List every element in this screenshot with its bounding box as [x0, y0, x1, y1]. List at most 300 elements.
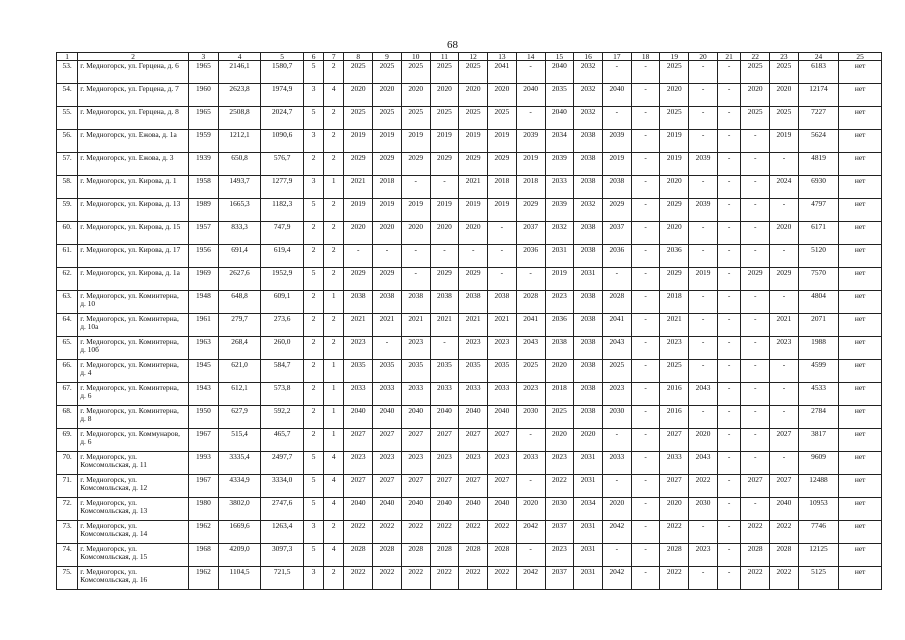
- table-cell: 2027: [660, 475, 689, 498]
- table-cell: 1104,5: [218, 567, 261, 590]
- table-cell: 2019: [660, 130, 689, 153]
- table-cell: -: [602, 107, 631, 130]
- table-row: [57, 383, 882, 406]
- column-header-cell: 23: [770, 53, 799, 61]
- housing-repair-table: [56, 52, 882, 590]
- table-cell: нет: [839, 406, 882, 429]
- table-row: [57, 360, 882, 383]
- table-row: [57, 452, 882, 475]
- table-cell: 2028: [741, 544, 770, 567]
- table-cell: 2021: [373, 314, 402, 337]
- table-cell: 619,4: [261, 245, 304, 268]
- address-cell: г. Медногорск, ул. Герцена, д. 8: [78, 107, 189, 130]
- row-number-cell: 57.: [57, 153, 78, 176]
- column-header-cell: 17: [602, 53, 631, 61]
- table-cell: 2020: [770, 84, 799, 107]
- table-cell: 2036: [660, 245, 689, 268]
- table-cell: -: [770, 245, 799, 268]
- table-cell: -: [717, 567, 740, 590]
- table-cell: -: [631, 567, 660, 590]
- table-row: [57, 130, 882, 153]
- table-cell: 2020: [401, 84, 430, 107]
- table-cell: 5: [303, 544, 323, 567]
- table-cell: 2040: [545, 61, 574, 84]
- table-cell: 2029: [459, 153, 488, 176]
- table-cell: 4819: [798, 153, 838, 176]
- table-cell: -: [631, 521, 660, 544]
- table-cell: -: [631, 314, 660, 337]
- table-row: [57, 475, 882, 498]
- table-cell: 2033: [459, 383, 488, 406]
- table-cell: 2029: [401, 153, 430, 176]
- table-cell: -: [717, 130, 740, 153]
- table-cell: -: [717, 452, 740, 475]
- table-cell: 3097,3: [261, 544, 304, 567]
- table-cell: 2022: [660, 567, 689, 590]
- table-cell: 12488: [798, 475, 838, 498]
- table-cell: 4: [324, 84, 344, 107]
- table-cell: 1962: [188, 567, 218, 590]
- table-cell: -: [689, 360, 718, 383]
- table-cell: 2028: [516, 291, 545, 314]
- table-row: [57, 245, 882, 268]
- table-cell: 2627,6: [218, 268, 261, 291]
- table-cell: 2: [303, 337, 323, 360]
- column-header-cell: 20: [689, 53, 718, 61]
- table-cell: 2027: [770, 429, 799, 452]
- table-cell: 2025: [545, 406, 574, 429]
- table-cell: 1968: [188, 544, 218, 567]
- table-cell: 2040: [545, 107, 574, 130]
- table-cell: 2033: [430, 383, 459, 406]
- table-cell: 2040: [373, 498, 402, 521]
- table-cell: 2019: [488, 130, 517, 153]
- table-cell: 1962: [188, 521, 218, 544]
- table-cell: -: [689, 84, 718, 107]
- table-cell: 2029: [430, 268, 459, 291]
- table-cell: 2032: [574, 107, 603, 130]
- table-cell: 2022: [344, 567, 373, 590]
- table-cell: 2023: [602, 383, 631, 406]
- table-cell: 2027: [401, 475, 430, 498]
- row-number-cell: 54.: [57, 84, 78, 107]
- table-cell: 2021: [344, 176, 373, 199]
- address-cell: г. Медногорск, ул. Комсомольская, д. 11: [78, 452, 189, 475]
- table-cell: 2025: [516, 360, 545, 383]
- table-cell: 515,4: [218, 429, 261, 452]
- table-cell: 2040: [488, 498, 517, 521]
- table-cell: -: [631, 452, 660, 475]
- table-cell: -: [631, 61, 660, 84]
- table-cell: 2040: [401, 498, 430, 521]
- table-cell: -: [373, 245, 402, 268]
- table-cell: 627,9: [218, 406, 261, 429]
- row-number-cell: 61.: [57, 245, 78, 268]
- column-header-cell: 3: [188, 53, 218, 61]
- table-cell: 2020: [459, 84, 488, 107]
- table-cell: -: [602, 268, 631, 291]
- table-cell: 2037: [545, 521, 574, 544]
- row-number-cell: 72.: [57, 498, 78, 521]
- table-cell: -: [689, 567, 718, 590]
- table-cell: -: [516, 61, 545, 84]
- table-cell: нет: [839, 337, 882, 360]
- table-cell: 273,6: [261, 314, 304, 337]
- table-cell: 2: [324, 107, 344, 130]
- table-cell: -: [770, 383, 799, 406]
- table-row: [57, 337, 882, 360]
- table-cell: -: [717, 222, 740, 245]
- table-cell: 2025: [430, 61, 459, 84]
- table-cell: -: [516, 475, 545, 498]
- table-cell: 1961: [188, 314, 218, 337]
- table-cell: 2022: [459, 521, 488, 544]
- column-header-cell: 25: [839, 53, 882, 61]
- table-cell: 2038: [574, 360, 603, 383]
- table-cell: -: [602, 544, 631, 567]
- table-row: [57, 61, 882, 84]
- table-cell: нет: [839, 544, 882, 567]
- table-cell: 2027: [741, 475, 770, 498]
- table-cell: 2029: [488, 153, 517, 176]
- table-cell: 465,7: [261, 429, 304, 452]
- column-header-cell: 12: [459, 53, 488, 61]
- table-cell: 1956: [188, 245, 218, 268]
- table-cell: -: [770, 291, 799, 314]
- table-cell: 2035: [459, 360, 488, 383]
- table-cell: 2023: [660, 337, 689, 360]
- table-cell: 1665,3: [218, 199, 261, 222]
- table-cell: 2020: [660, 222, 689, 245]
- table-cell: 2035: [373, 360, 402, 383]
- table-cell: 2019: [459, 130, 488, 153]
- table-cell: 1950: [188, 406, 218, 429]
- table-cell: нет: [839, 268, 882, 291]
- table-cell: 2: [324, 567, 344, 590]
- table-cell: -: [631, 337, 660, 360]
- table-cell: 2043: [689, 452, 718, 475]
- table-cell: 2033: [660, 452, 689, 475]
- table-cell: 2039: [602, 130, 631, 153]
- table-row: [57, 222, 882, 245]
- table-cell: -: [717, 314, 740, 337]
- table-cell: 747,9: [261, 222, 304, 245]
- table-cell: 2023: [545, 544, 574, 567]
- table-cell: 2028: [373, 544, 402, 567]
- table-row: [57, 176, 882, 199]
- table-cell: 1993: [188, 452, 218, 475]
- address-cell: г. Медногорск, ул. Коминтерна, д. 8: [78, 406, 189, 429]
- table-cell: -: [689, 314, 718, 337]
- table-cell: 2029: [373, 268, 402, 291]
- table-cell: 12125: [798, 544, 838, 567]
- table-cell: 2021: [430, 314, 459, 337]
- table-cell: 2025: [373, 61, 402, 84]
- table-body: [57, 53, 882, 590]
- address-cell: г. Медногорск, ул. Коминтерна, д. 10а: [78, 314, 189, 337]
- table-cell: 2040: [459, 498, 488, 521]
- table-cell: -: [717, 429, 740, 452]
- table-cell: 2035: [488, 360, 517, 383]
- table-cell: 2022: [741, 521, 770, 544]
- table-cell: -: [516, 268, 545, 291]
- table-cell: 2028: [401, 544, 430, 567]
- table-cell: 2020: [770, 222, 799, 245]
- table-cell: -: [401, 176, 430, 199]
- table-cell: 2040: [430, 406, 459, 429]
- table-cell: нет: [839, 245, 882, 268]
- table-cell: 2497,7: [261, 452, 304, 475]
- table-cell: 2023: [401, 452, 430, 475]
- table-cell: -: [689, 406, 718, 429]
- table-cell: -: [631, 429, 660, 452]
- table-cell: 2018: [373, 176, 402, 199]
- table-cell: 2019: [770, 130, 799, 153]
- table-cell: -: [741, 176, 770, 199]
- table-cell: 2020: [602, 498, 631, 521]
- table-cell: нет: [839, 153, 882, 176]
- table-cell: 3334,0: [261, 475, 304, 498]
- address-cell: г. Медногорск, ул. Комсомольская, д. 16: [78, 567, 189, 590]
- table-cell: 2023: [545, 452, 574, 475]
- table-cell: 833,3: [218, 222, 261, 245]
- table-cell: 2031: [574, 452, 603, 475]
- table-cell: 2036: [545, 314, 574, 337]
- table-cell: 2027: [770, 475, 799, 498]
- table-cell: 2029: [459, 268, 488, 291]
- table-cell: 2034: [574, 498, 603, 521]
- table-cell: 3802,0: [218, 498, 261, 521]
- table-cell: -: [741, 498, 770, 521]
- table-cell: 2020: [545, 360, 574, 383]
- table-cell: 2038: [574, 291, 603, 314]
- table-cell: нет: [839, 383, 882, 406]
- table-cell: 2020: [660, 498, 689, 521]
- table-cell: 2025: [373, 107, 402, 130]
- table-cell: 2025: [741, 61, 770, 84]
- table-cell: -: [689, 222, 718, 245]
- table-cell: 2020: [373, 222, 402, 245]
- row-number-cell: 53.: [57, 61, 78, 84]
- table-cell: 2022: [488, 521, 517, 544]
- table-cell: 2025: [459, 61, 488, 84]
- table-cell: 7570: [798, 268, 838, 291]
- table-cell: -: [631, 153, 660, 176]
- table-cell: 2038: [459, 291, 488, 314]
- table-cell: 2019: [344, 130, 373, 153]
- table-cell: -: [516, 544, 545, 567]
- table-cell: 2035: [401, 360, 430, 383]
- table-cell: 2025: [660, 360, 689, 383]
- table-cell: 1989: [188, 199, 218, 222]
- table-cell: 2019: [660, 153, 689, 176]
- table-cell: 2027: [373, 475, 402, 498]
- table-cell: -: [741, 406, 770, 429]
- table-cell: нет: [839, 429, 882, 452]
- table-cell: 2031: [574, 268, 603, 291]
- table-cell: 2023: [488, 452, 517, 475]
- table-cell: 1263,4: [261, 521, 304, 544]
- table-row: [57, 544, 882, 567]
- table-cell: -: [717, 337, 740, 360]
- table-cell: -: [401, 245, 430, 268]
- table-cell: -: [689, 130, 718, 153]
- table-cell: 2038: [574, 383, 603, 406]
- table-cell: 2042: [516, 567, 545, 590]
- table-cell: 3: [303, 176, 323, 199]
- table-cell: -: [717, 291, 740, 314]
- table-cell: 2071: [798, 314, 838, 337]
- table-cell: 2038: [574, 314, 603, 337]
- table-cell: 2028: [770, 544, 799, 567]
- table-cell: 2029: [660, 268, 689, 291]
- column-header-cell: 1: [57, 53, 78, 61]
- table-cell: -: [689, 337, 718, 360]
- column-header-cell: 21: [717, 53, 740, 61]
- table-cell: 2020: [430, 84, 459, 107]
- table-cell: 2040: [373, 406, 402, 429]
- table-cell: 260,0: [261, 337, 304, 360]
- table-cell: 2039: [545, 199, 574, 222]
- address-cell: г. Медногорск, ул. Герцена, д. 7: [78, 84, 189, 107]
- table-cell: -: [631, 268, 660, 291]
- column-header-cell: 14: [516, 53, 545, 61]
- table-cell: 2033: [545, 176, 574, 199]
- address-cell: г. Медногорск, ул. Герцена, д. 6: [78, 61, 189, 84]
- table-cell: -: [631, 130, 660, 153]
- table-cell: -: [689, 61, 718, 84]
- table-cell: 2031: [545, 245, 574, 268]
- table-row: [57, 199, 882, 222]
- address-cell: г. Медногорск, ул. Коминтерна, д. 4: [78, 360, 189, 383]
- table-cell: 2022: [373, 521, 402, 544]
- table-cell: 2032: [545, 222, 574, 245]
- table-cell: 2022: [373, 567, 402, 590]
- table-cell: 2146,1: [218, 61, 261, 84]
- table-cell: 7227: [798, 107, 838, 130]
- table-cell: 2031: [574, 521, 603, 544]
- table-cell: 3: [303, 130, 323, 153]
- table-cell: 2038: [574, 130, 603, 153]
- address-cell: г. Медногорск, ул. Коммунаров, д. 6: [78, 429, 189, 452]
- table-cell: 2032: [574, 84, 603, 107]
- table-cell: 2039: [516, 130, 545, 153]
- table-cell: нет: [839, 291, 882, 314]
- table-cell: нет: [839, 521, 882, 544]
- table-cell: 4: [324, 498, 344, 521]
- address-cell: г. Медногорск, ул. Кирова, д. 1: [78, 176, 189, 199]
- column-header-cell: 4: [218, 53, 261, 61]
- table-cell: 2: [324, 130, 344, 153]
- table-cell: 2041: [602, 314, 631, 337]
- table-cell: -: [741, 222, 770, 245]
- table-cell: 2: [303, 291, 323, 314]
- table-cell: 2021: [344, 314, 373, 337]
- table-cell: 2035: [344, 360, 373, 383]
- address-cell: г. Медногорск, ул. Кирова, д. 13: [78, 199, 189, 222]
- table-cell: 2032: [574, 61, 603, 84]
- table-cell: 2038: [574, 176, 603, 199]
- table-cell: -: [741, 337, 770, 360]
- table-cell: 2029: [770, 268, 799, 291]
- table-cell: 3: [303, 521, 323, 544]
- table-cell: -: [689, 176, 718, 199]
- table-cell: 1493,7: [218, 176, 261, 199]
- table-cell: -: [488, 222, 517, 245]
- row-number-cell: 73.: [57, 521, 78, 544]
- table-cell: 2: [324, 521, 344, 544]
- row-number-cell: 70.: [57, 452, 78, 475]
- table-cell: -: [430, 337, 459, 360]
- table-cell: 4334,9: [218, 475, 261, 498]
- table-cell: 1: [324, 429, 344, 452]
- table-cell: 2029: [602, 199, 631, 222]
- table-cell: -: [717, 521, 740, 544]
- table-cell: 2: [303, 429, 323, 452]
- table-cell: 612,1: [218, 383, 261, 406]
- column-header-cell: 10: [401, 53, 430, 61]
- table-cell: 5: [303, 475, 323, 498]
- table-cell: 2020: [344, 84, 373, 107]
- table-cell: 2: [324, 222, 344, 245]
- table-cell: 2: [303, 406, 323, 429]
- table-cell: -: [430, 176, 459, 199]
- table-cell: нет: [839, 452, 882, 475]
- table-cell: 5120: [798, 245, 838, 268]
- table-cell: 2: [303, 314, 323, 337]
- table-cell: 2024,7: [261, 107, 304, 130]
- table-cell: 2033: [344, 383, 373, 406]
- table-cell: 2: [303, 383, 323, 406]
- table-cell: 2040: [401, 406, 430, 429]
- table-cell: 2: [324, 268, 344, 291]
- table-cell: 2033: [373, 383, 402, 406]
- column-header-cell: 18: [631, 53, 660, 61]
- row-number-cell: 68.: [57, 406, 78, 429]
- table-cell: 2023: [401, 337, 430, 360]
- table-cell: -: [689, 521, 718, 544]
- table-cell: -: [741, 153, 770, 176]
- table-cell: -: [631, 176, 660, 199]
- column-header-cell: 24: [798, 53, 838, 61]
- table-cell: 2038: [602, 176, 631, 199]
- table-cell: 1959: [188, 130, 218, 153]
- table-cell: -: [602, 429, 631, 452]
- table-cell: 2038: [574, 337, 603, 360]
- table-cell: 2: [303, 222, 323, 245]
- table-cell: 1090,6: [261, 130, 304, 153]
- table-cell: -: [741, 360, 770, 383]
- table-cell: 5624: [798, 130, 838, 153]
- table-cell: -: [602, 475, 631, 498]
- table-cell: 2022: [741, 567, 770, 590]
- table-cell: 2033: [401, 383, 430, 406]
- table-cell: -: [631, 475, 660, 498]
- table-cell: 2027: [430, 475, 459, 498]
- table-cell: 2023: [689, 544, 718, 567]
- table-cell: 2023: [516, 383, 545, 406]
- table-cell: 2038: [344, 291, 373, 314]
- column-header-cell: 7: [324, 53, 344, 61]
- table-cell: -: [770, 153, 799, 176]
- table-cell: 12174: [798, 84, 838, 107]
- table-cell: 2031: [574, 544, 603, 567]
- table-cell: 2019: [401, 130, 430, 153]
- table-cell: 2027: [344, 475, 373, 498]
- table-cell: 2020: [660, 84, 689, 107]
- table-cell: 5: [303, 61, 323, 84]
- table-row: [57, 153, 882, 176]
